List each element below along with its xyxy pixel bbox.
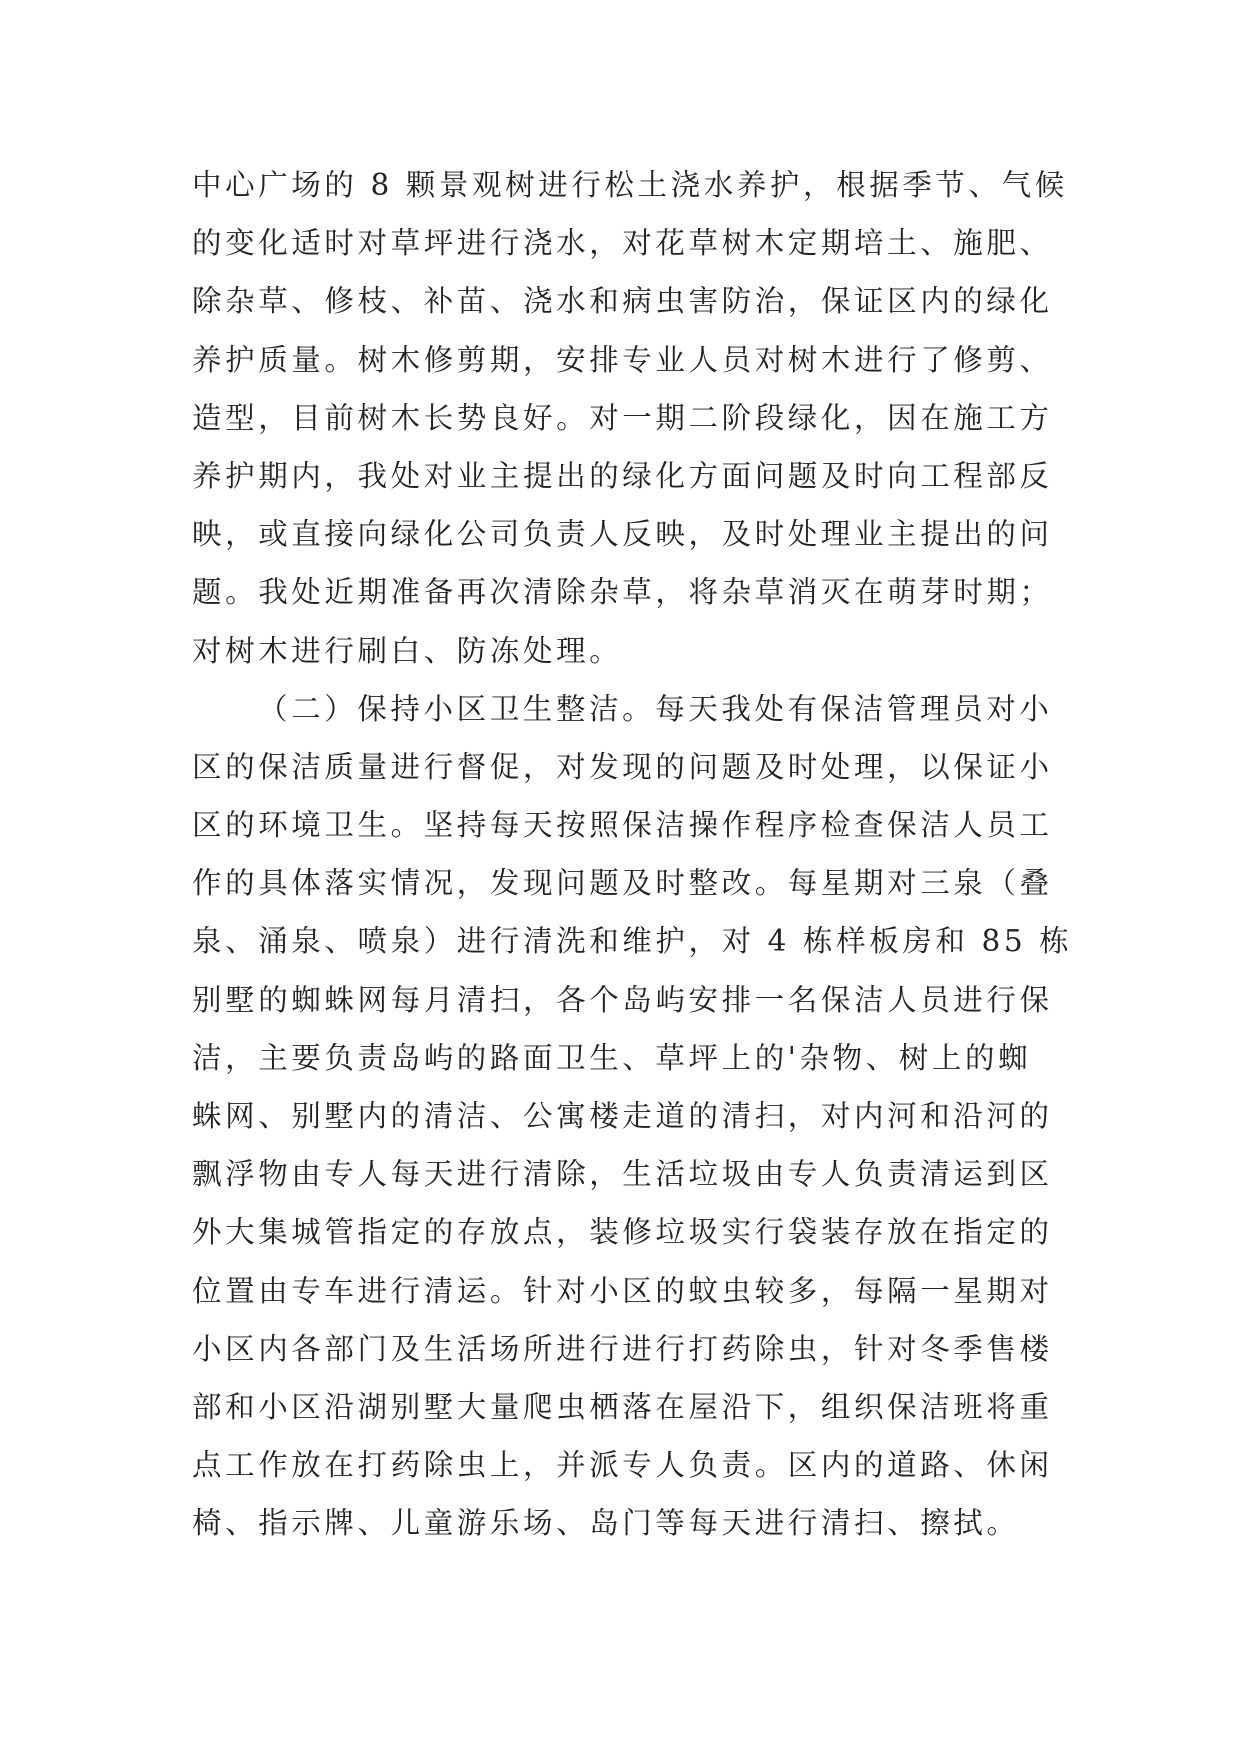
text-line: 对树木进行刷白、防冻处理。	[192, 633, 623, 668]
text-line: 飘浮物由专人每天进行清除，生活垃圾由专人负责清运到区	[192, 1157, 1053, 1192]
text-line: 除杂草、修枝、补苗、浇水和病虫害防治，保证区内的绿化	[192, 284, 1053, 319]
text-line: 位置由专车进行清运。针对小区的蚊虫较多，每隔一星期对	[192, 1273, 1053, 1308]
text-line: 外大集城管指定的存放点，装修垃圾实行袋装存放在指定的	[192, 1215, 1053, 1250]
text-line: 映，或直接向绿化公司负责人反映，及时处理业主提出的问	[192, 517, 1053, 552]
text-line: 区的环境卫生。坚持每天按照保洁操作程序检查保洁人员工	[192, 808, 1053, 843]
text-line: 作的具体落实情况，发现问题及时整改。每星期对三泉（叠	[192, 866, 1053, 901]
body-text	[192, 156, 1072, 1553]
section-heading-line: （二）保持小区卫生整洁。每天我处有保洁管理员对小	[258, 691, 1053, 726]
text-line: 造型，目前树木长势良好。对一期二阶段绿化，因在施工方	[192, 400, 1053, 435]
text-line: 养护质量。树木修剪期，安排专业人员对树木进行了修剪、	[192, 342, 1053, 377]
text-line: 的变化适时对草坪进行浇水，对花草树木定期培土、施肥、	[192, 226, 1053, 261]
text-line: 部和小区沿湖别墅大量爬虫栖落在屋沿下，组织保洁班将重	[192, 1389, 1053, 1424]
text-line: 中心广场的 8 颗景观树进行松土浇水养护，根据季节、气候	[192, 168, 1068, 202]
text-line: 区的保洁质量进行督促，对发现的问题及时处理，以保证小	[192, 749, 1053, 784]
text-line: 蛛网、别墅内的清洁、公寓楼走道的清扫，对内河和沿河的	[192, 1099, 1053, 1133]
text-line: 点工作放在打药除虫上，并派专人负责。区内的道路、休闲	[192, 1448, 1053, 1483]
text-line: 洁，主要负责岛屿的路面卫生、草坪上的'杂物、树上的蜘	[192, 1040, 1032, 1075]
text-line: 泉、涌泉、喷泉）进行清洗和维护，对 4 栋样板房和 85 栋	[192, 924, 1073, 959]
text-line: 椅、指示牌、儿童游乐场、岛门等每天进行清扫、擦拭。	[192, 1506, 1020, 1541]
text-line: 小区内各部门及生活场所进行进行打药除虫，针对冬季售楼	[192, 1331, 1053, 1366]
text-line: 别墅的蜘蛛网每月清扫，各个岛屿安排一名保洁人员进行保	[192, 982, 1053, 1017]
text-line: 题。我处近期准备再次清除杂草，将杂草消灭在萌芽时期；	[192, 575, 1053, 610]
text-line: 养护期内，我处对业主提出的绿化方面问题及时向工程部反	[192, 458, 1053, 493]
